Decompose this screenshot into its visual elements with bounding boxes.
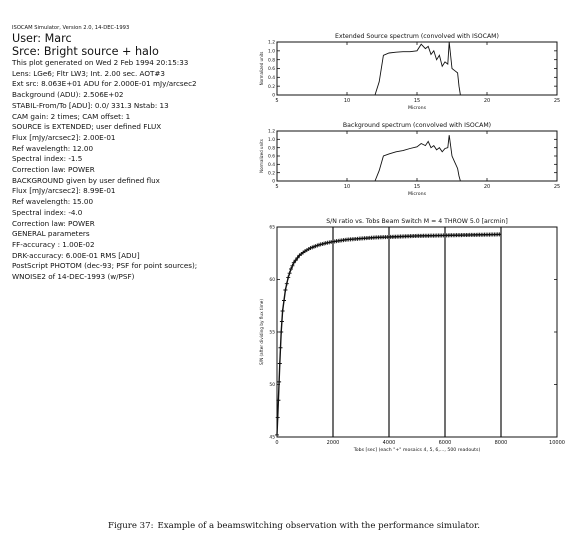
y-tick-label: 0 xyxy=(272,93,275,99)
data-point-marker xyxy=(278,362,282,366)
data-point-marker xyxy=(288,271,292,275)
y-tick-label: 0 xyxy=(272,179,275,185)
y-tick-label: 1.2 xyxy=(268,40,275,46)
parameter-line: Ref wavelength: 15.00 xyxy=(12,197,94,207)
parameter-line: Correction law: POWER xyxy=(12,165,95,175)
version-line: ISOCAM Simulator, Version 2.0, 14-DEC-1993 xyxy=(12,25,130,31)
parameter-line: Flux [mJy/arcsec2]: 2.00E-01 xyxy=(12,132,116,142)
x-tick-label: 15 xyxy=(413,184,421,190)
x-tick-label: 10 xyxy=(343,98,351,104)
x-tick-label: 5 xyxy=(275,98,279,104)
x-tick-label: 8000 xyxy=(494,440,508,446)
x-axis-label: Microns xyxy=(407,192,427,197)
x-tick-label: 10000 xyxy=(549,440,565,446)
parameter-line: DRK-accuracy: 6.00E-01 RMS [ADU] xyxy=(12,250,140,260)
x-tick-label: 0 xyxy=(275,440,279,446)
plot-frame xyxy=(277,131,557,181)
y-axis-label: Normalized units xyxy=(259,139,264,173)
parameter-line: This plot generated on Wed 2 Feb 1994 20:15:33 xyxy=(12,58,189,67)
data-point-marker xyxy=(279,330,283,334)
chart-title: Extended Source spectrum (convolved with ISOCAM) xyxy=(335,33,499,40)
data-point-marker xyxy=(286,275,290,279)
parameter-line: GENERAL parameters xyxy=(12,229,90,239)
y-tick-label: 45 xyxy=(269,435,275,441)
parameter-line: SOURCE is EXTENDED; user defined FLUX xyxy=(12,122,162,132)
y-axis-label: S/N (after dividing by flux time) xyxy=(259,299,264,365)
y-tick-label: 50 xyxy=(269,383,275,389)
x-tick-label: 6000 xyxy=(438,440,452,446)
x-tick-label: 2000 xyxy=(326,440,340,446)
y-tick-label: 0.6 xyxy=(268,67,275,73)
parameter-line: Flux [mJy/arcsec2]: 8.99E-01 xyxy=(12,186,116,196)
x-tick-label: 25 xyxy=(553,98,561,104)
parameter-line: STABIL-From/To [ADU]: 0.0/ 331.3 Nstab: 13 xyxy=(12,100,169,110)
x-tick-label: 5 xyxy=(275,184,279,190)
caption-text: Example of a beamswitching observation with the performance simulator. xyxy=(157,521,480,531)
parameter-line: Background (ADU): 2.506E+02 xyxy=(12,90,124,100)
x-tick-label: 20 xyxy=(483,184,491,190)
parameter-line: Correction law: POWER xyxy=(12,218,95,228)
parameter-line: PostScript PHOTOM (dec-93; PSF for point sources); xyxy=(12,261,198,271)
data-point-marker xyxy=(277,380,281,384)
parameter-line: WNOISE2 of 14-DEC-1993 (w/PSF) xyxy=(12,272,135,282)
chart-title: Background spectrum (convolved with ISOCAM) xyxy=(342,122,492,129)
y-tick-label: 0.8 xyxy=(268,58,275,64)
figure-caption xyxy=(108,521,480,531)
parameter-line: Ref wavelength: 12.00 xyxy=(12,143,94,153)
x-tick-label: 4000 xyxy=(382,440,396,446)
data-point-marker xyxy=(275,433,279,437)
y-tick-label: 1.2 xyxy=(268,129,275,135)
y-tick-label: 60 xyxy=(269,278,275,284)
parameter-line: BACKGROUND given by user defined flux xyxy=(12,175,160,185)
y-tick-label: 0.4 xyxy=(268,75,275,81)
data-point-marker xyxy=(276,416,280,420)
source-line: Srce: Bright source + halo xyxy=(12,45,159,58)
user-line: User: Marc xyxy=(12,32,72,45)
y-tick-label: 1.0 xyxy=(268,137,275,143)
chart-title: S/N ratio vs. Tobs Beam Switch M = 4 THROW 5.0 [arcmin] xyxy=(326,218,508,225)
y-tick-label: 0.2 xyxy=(268,171,275,177)
series-line xyxy=(375,42,460,95)
data-point-marker xyxy=(279,346,283,350)
data-point-marker xyxy=(282,299,286,303)
x-tick-label: 20 xyxy=(483,98,491,104)
y-tick-label: 65 xyxy=(269,225,275,231)
parameter-line: Spectral index: -4.0 xyxy=(12,207,83,217)
y-tick-label: 0.8 xyxy=(268,146,275,152)
data-point-marker xyxy=(281,309,285,313)
data-point-marker xyxy=(283,288,287,292)
x-tick-label: 25 xyxy=(553,184,561,190)
y-tick-label: 0.4 xyxy=(268,162,275,168)
caption-label: Figure 37: xyxy=(108,521,154,531)
x-tick-label: 15 xyxy=(413,98,421,104)
parameter-line: Lens: LGe6; Fltr LW3; Int. 2.00 sec. AOT#3 xyxy=(12,68,165,78)
parameter-line: CAM gain: 2 times; CAM offset: 1 xyxy=(12,111,131,121)
y-tick-label: 0.6 xyxy=(268,154,275,160)
data-point-marker xyxy=(285,282,289,286)
parameter-line: Spectral index: -1.5 xyxy=(12,154,83,164)
plot-frame xyxy=(277,42,557,95)
y-axis-label: Normalized units xyxy=(259,51,264,86)
parameter-line: FF-accuracy : 1.00E-02 xyxy=(12,239,95,249)
x-tick-label: 10 xyxy=(343,184,351,190)
series-line xyxy=(375,135,460,181)
y-tick-label: 1.0 xyxy=(268,49,275,55)
y-tick-label: 55 xyxy=(269,330,275,336)
y-tick-label: 0.2 xyxy=(268,84,275,90)
x-axis-label: Microns xyxy=(407,106,427,111)
data-point-marker xyxy=(280,320,284,324)
plot-frame xyxy=(277,227,557,437)
x-axis-label: Tobs [sec] (each "+" mosaics 4, 5, 6,..., 500 readouts) xyxy=(353,448,481,453)
parameter-line: Ext src: 8.063E+01 ADU for 2.000E-01 mJy/arcsec2 xyxy=(12,79,197,89)
